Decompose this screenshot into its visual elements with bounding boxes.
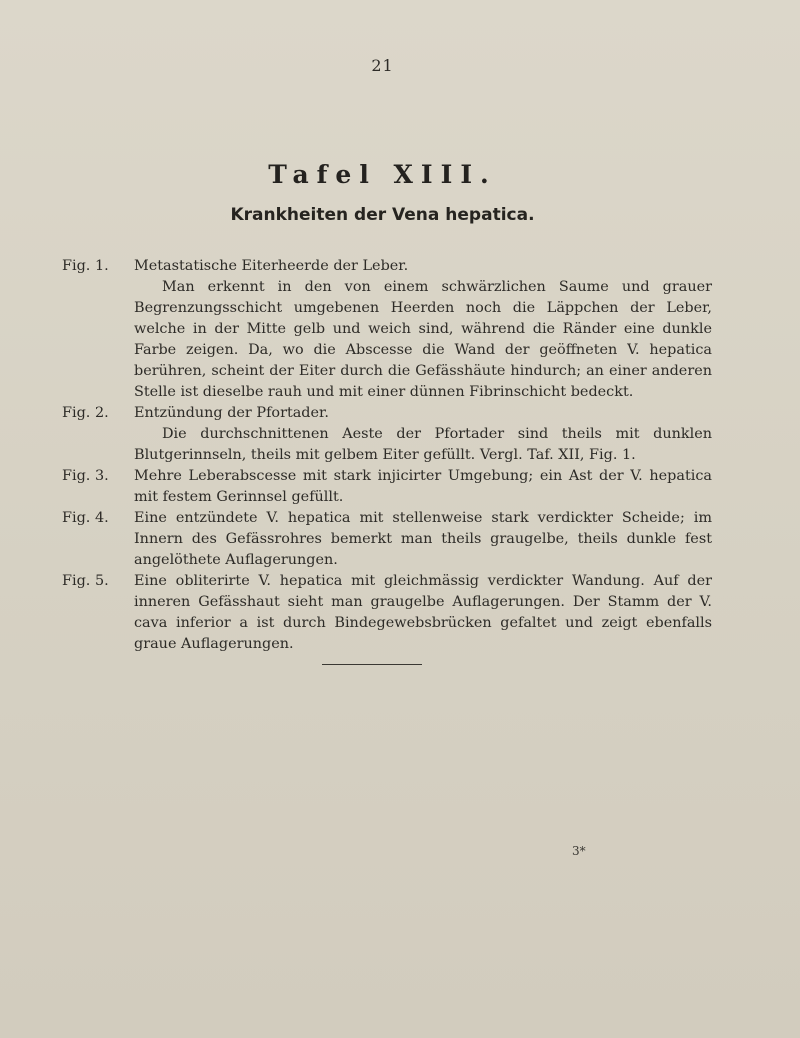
- figure-text: [134, 256, 712, 403]
- figure-label: Fig. 5.: [62, 573, 109, 589]
- figure-description: Man erkennt in den von einem schwärzlichen Saume und grauer Begrenzungsschicht umgebenen Heerden noch die Läppchen der Leber, welche in der Mitte gelb und weich sind, während die Ränder eine dunkle Farbe zeigen. Da, wo die Abscesse die Wand der geöffneten V. hepatica berühren, scheint der Eiter durch die Gefässhäute hindurch; an einer anderen Stelle ist dieselbe rauh und mit einer dünnen Fibrinschicht bedeckt.: [134, 279, 712, 400]
- section-subtitle: Krankheiten der Vena hepatica.: [230, 205, 535, 225]
- figure-label: Fig. 3.: [62, 468, 109, 484]
- figure-heading: Mehre Leberabscesse mit stark injicirter Umgebung; ein Ast der V. hepatica mit festem Gerinnsel gefüllt.: [134, 468, 712, 505]
- figure-captions: [62, 256, 712, 655]
- figure-heading: Eine obliterirte V. hepatica mit gleichmässig verdickter Wandung. Auf der inneren Gefässhaut sieht man graugelbe Auflagerungen. Der Stamm der V. cava inferior a ist durch Bindegewebsbrücken gefaltet und zeigt ebenfalls graue Auflagerungen.: [134, 573, 712, 652]
- figure-text: [134, 571, 712, 655]
- figure-caption-3: [62, 466, 712, 508]
- figure-caption-2: [62, 403, 712, 466]
- horizontal-rule: [322, 664, 422, 665]
- plate-title: Tafel XIII.: [268, 160, 497, 189]
- figure-caption-4: [62, 508, 712, 571]
- figure-heading: Eine entzündete V. hepatica mit stellenweise stark verdickter Scheide; im Innern des Gefässrohres bemerkt man theils graugelbe, theils dunkle fest angelöthete Auflagerungen.: [134, 510, 712, 568]
- figure-text: [134, 508, 712, 571]
- figure-heading: Metastatische Eiterheerde der Leber.: [134, 258, 409, 274]
- figure-caption-1: [62, 256, 712, 403]
- figure-label: Fig. 4.: [62, 510, 109, 526]
- figure-caption-5: [62, 571, 712, 655]
- page-number: 21: [371, 56, 394, 75]
- figure-description: Die durchschnittenen Aeste der Pfortader sind theils mit dunklen Blutgerinnseln, theils mit gelbem Eiter gefüllt. Vergl. Taf. XII, Fig. 1.: [134, 426, 712, 463]
- figure-text: [134, 466, 712, 508]
- signature-mark: 3*: [572, 844, 586, 858]
- figure-heading: Entzündung der Pfortader.: [134, 405, 329, 421]
- figure-label: Fig. 1.: [62, 258, 109, 274]
- figure-text: [134, 403, 712, 466]
- figure-label: Fig. 2.: [62, 405, 109, 421]
